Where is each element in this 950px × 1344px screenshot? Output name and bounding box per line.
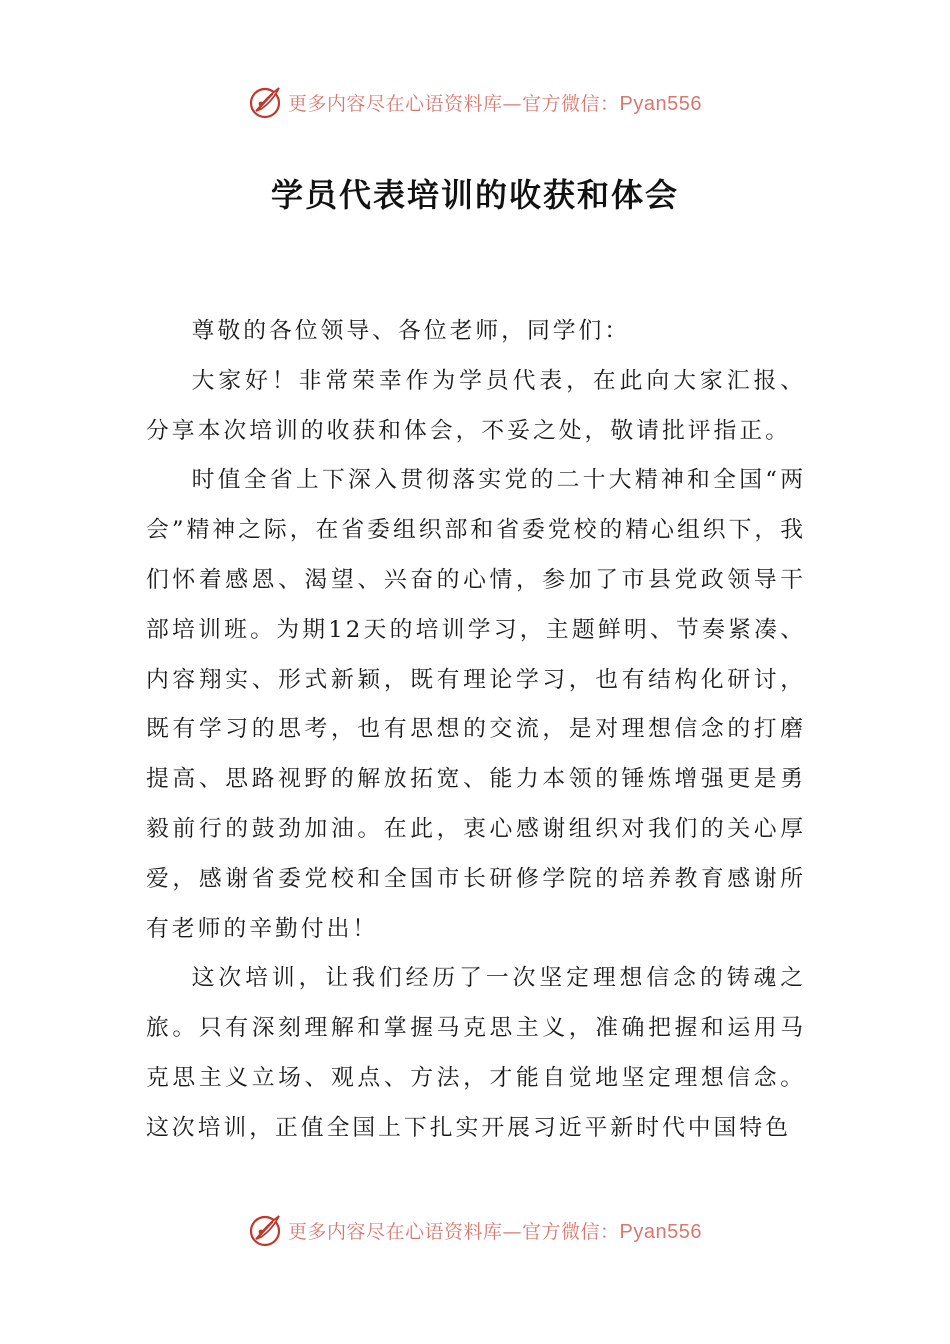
banner-text-cn: 更多内容尽在心语资料库—官方微信： [288,1220,620,1243]
banner-text [288,89,702,116]
paragraph-salutation: 尊敬的各位领导、各位老师，同学们： [191,318,631,344]
footer-watermark-banner [0,1210,950,1250]
paragraph-background: 时值全省上下深入贯彻落实党的二十大精神和全国“两会”精神之际，在省委组织部和省委党校的精心组织下，我们怀着感恩、渴望、兴奋的心情，参加了市县党政领导干部培训班。为期12天的培训学习，主题鲜明、节奏紧凑、内容翔实、形式新颖，既有理论学习，也有结构化研讨，既有学习的思考，也有思想的交流，是对理想信念的打磨提高、思路视野的解放拓宽、能力本领的锤炼增强更是勇毅前行的鼓劲加油。在此，衷心感谢组织对我们的关心厚爱，感谢省委党校和全国市长研修学院的培养教育感谢所有老师的辛勤付出！ [146,467,806,942]
quill-logo-icon [248,84,284,120]
banner-text-latin: Pyan556 [619,92,702,115]
document-title: 学员代表培训的收获和体会 [270,176,679,214]
document-body [146,307,806,1154]
banner-text-cn: 更多内容尽在心语资料库—官方微信： [288,92,620,115]
paragraph-ideals: 这次培训，让我们经历了一次坚定理想信念的铸魂之旅。只有深刻理解和掌握马克思主义，准确把握和运用马克思主义立场、观点、方法，才能自觉地坚定理想信念。这次培训，正值全国上下扎实开展习近平新时代中国特色 [146,965,806,1141]
banner-text [288,1217,702,1244]
banner-text-latin: Pyan556 [619,1220,702,1243]
quill-logo-icon [248,1212,284,1248]
header-watermark-banner [0,82,950,122]
paragraph-greeting: 大家好！非常荣幸作为学员代表，在此向大家汇报、分享本次培训的收获和体会，不妥之处，敬请批评指正。 [146,367,806,444]
